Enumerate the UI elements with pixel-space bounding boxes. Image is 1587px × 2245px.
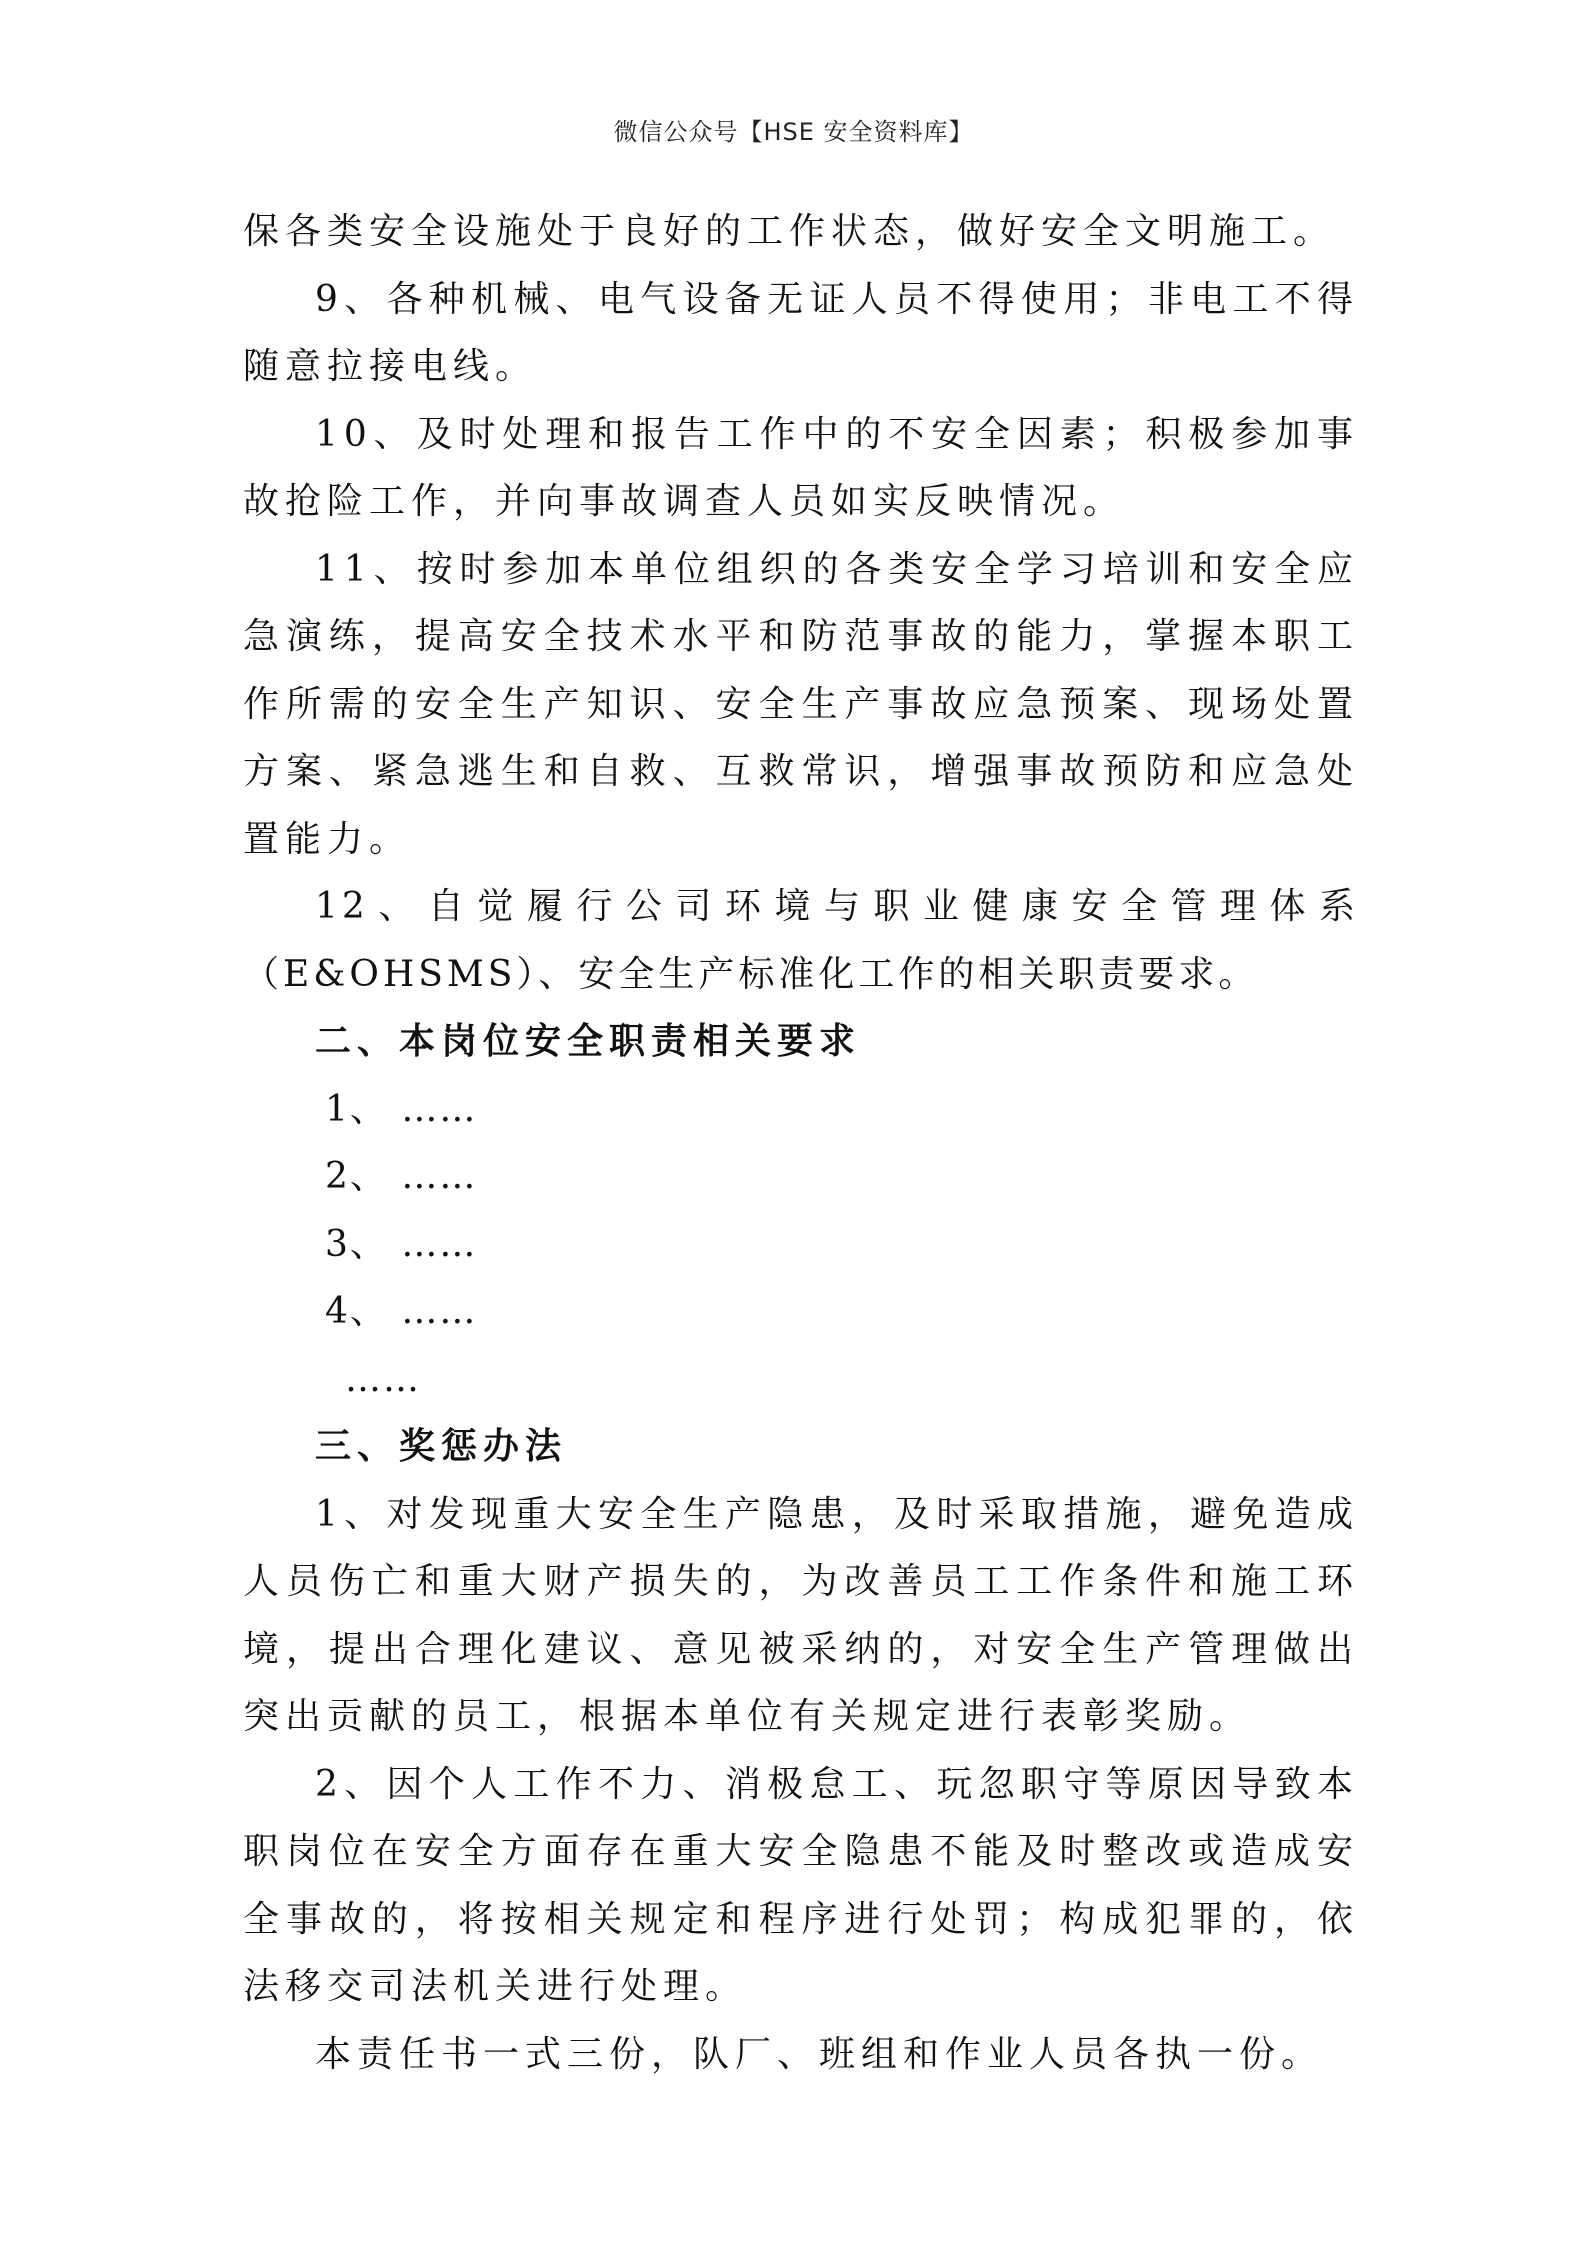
paragraph-continuation: 保各类安全设施处于良好的工作状态，做好安全文明施工。 <box>243 211 1336 252</box>
section-heading-3: 三、奖惩办法 <box>315 1425 568 1467</box>
paragraph-reward: 1、对发现重大安全生产隐患，及时采取措施，避免造成人员伤亡和重大财产损失的，为改善员工工作条件和施工环境，提出合理化建议、意见被采纳的，对安全生产管理做出突出贡献的员工，根据本单位有关规定进行表彰奖励。 <box>243 1493 1359 1737</box>
paragraph-item-9: 9、各种机械、电气设备无证人员不得使用；非电工不得随意拉接电线。 <box>243 278 1359 387</box>
paragraph-item-10: 10、及时处理和报告工作中的不安全因素；积极参加事故抢险工作，并向事故调查人员如实反映情况。 <box>243 413 1359 522</box>
list-item: 1、 …… <box>325 1088 478 1130</box>
paragraph-penalty: 2、因个人工作不力、消极怠工、玩忽职守等原因导致本职岗位在安全方面存在重大安全隐患不能及时整改或造成安全事故的，将按相关规定和程序进行处罚；构成犯罪的，依法移交司法机关进行处理。 <box>243 1763 1359 2007</box>
page-header: 微信公众号【HSE 安全资料库】 <box>613 118 974 146</box>
list-ellipsis: …… <box>345 1358 421 1400</box>
paragraph-item-12: 12、自觉履行公司环境与职业健康安全管理体系（E&OHSMS）、安全生产标准化工作的相关职责要求。 <box>243 886 1359 995</box>
section-heading-2: 二、本岗位安全职责相关要求 <box>315 1020 862 1062</box>
list-item: 4、 …… <box>325 1291 478 1332</box>
paragraph-item-11: 11、按时参加本单位组织的各类安全学习培训和安全应急演练，提高安全技术水平和防范事故的能力，掌握本职工作所需的安全生产知识、安全生产事故应急预案、现场处置方案、紧急逃生和自救、互救常识，增强事故预防和应急处置能力。 <box>243 548 1359 860</box>
paragraph-closing: 本责任书一式三份，队厂、班组和作业人员各执一份。 <box>315 2033 1324 2075</box>
list-item: 2、 …… <box>325 1156 478 1197</box>
list-item: 3、 …… <box>325 1223 478 1265</box>
document-body <box>243 198 1359 2088</box>
